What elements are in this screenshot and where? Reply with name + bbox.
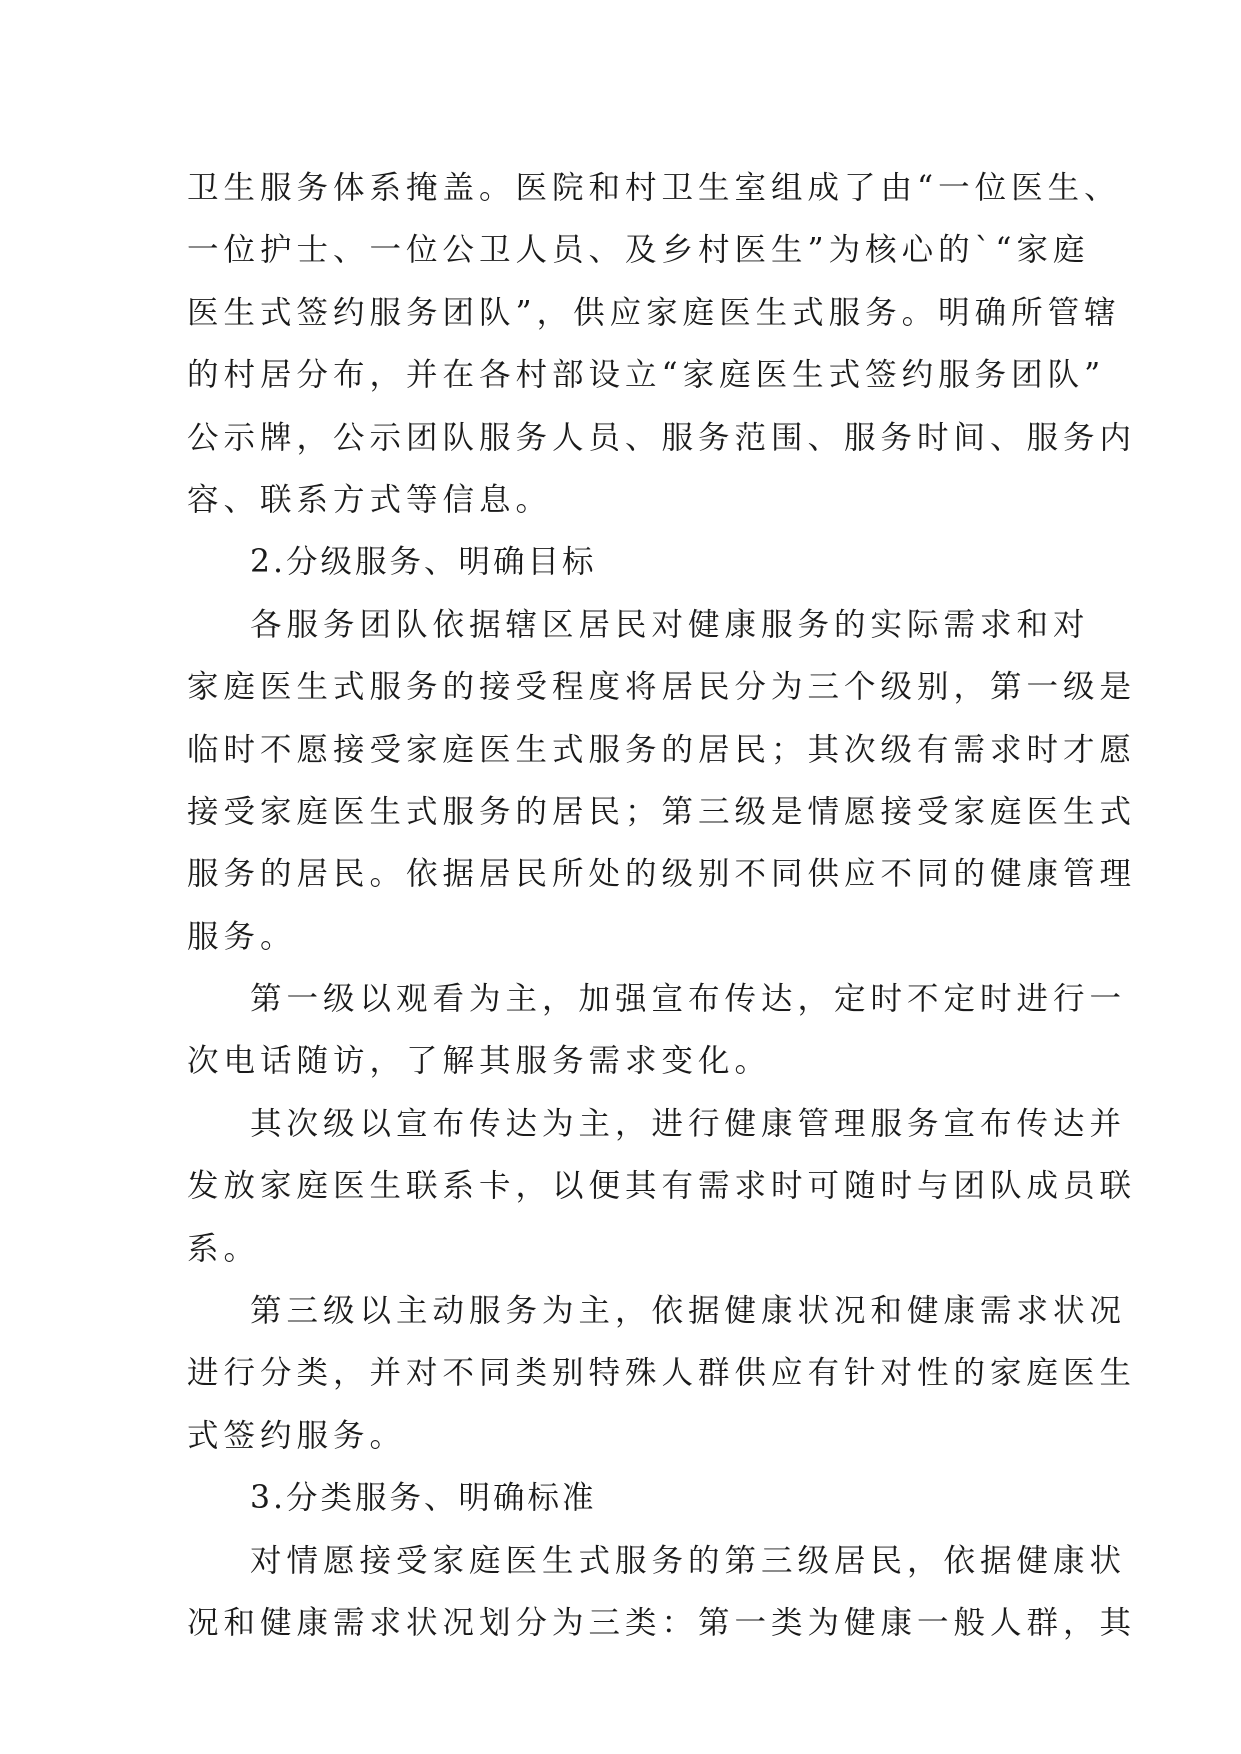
text-line: 第三级以主动服务为主，依据健康状况和健康需求状况 [250, 1293, 1127, 1330]
text-line: 家庭医生式服务的接受程度将居民分为三个级别，第一级是 [187, 669, 1137, 706]
text-line: 服务的居民。依据居民所处的级别不同供应不同的健康管理 [187, 856, 1137, 893]
text-line: 式签约服务。 [187, 1417, 407, 1454]
text-line: 次电话随访，了解其服务需求变化。 [187, 1043, 772, 1080]
text-line: 卫生服务体系掩盖。医院和村卫生室组成了由“一位医生、 [187, 170, 1121, 206]
text-line: 对情愿接受家庭医生式服务的第三级居民，依据健康状 [250, 1542, 1127, 1579]
text-line: 系。 [187, 1230, 261, 1267]
section-heading: 3.分类服务、明确标准 [250, 1480, 597, 1517]
text-line: 公示牌，公示团队服务人员、服务范围、服务时间、服务内 [187, 419, 1137, 456]
text-line: 接受家庭医生式服务的居民；第三级是情愿接受家庭医生式 [187, 793, 1137, 830]
text-line: 第一级以观看为主，加强宣布传达，定时不定时进行一 [250, 981, 1127, 1018]
text-line: 容、联系方式等信息。 [187, 481, 553, 518]
text-line: 临时不愿接受家庭医生式服务的居民；其次级有需求时才愿 [187, 731, 1137, 768]
text-line: 服务。 [187, 918, 297, 955]
text-line: 发放家庭医生联系卡，以便其有需求时可随时与团队成员联 [187, 1168, 1137, 1205]
text-line: 的村居分布，并在各村部设立“家庭医生式签约服务团队” [187, 357, 1106, 394]
section-heading: 2.分级服务、明确目标 [250, 544, 597, 581]
text-line: 一位护士、一位公卫人员、及乡村医生”为核心的`“家庭 [187, 232, 1090, 269]
document-body [187, 157, 1137, 1654]
text-line: 其次级以宣布传达为主，进行健康管理服务宣布传达并 [250, 1105, 1127, 1142]
text-line: 医生式签约服务团队”，供应家庭医生式服务。明确所管辖 [187, 294, 1121, 331]
text-line: 进行分类，并对不同类别特殊人群供应有针对性的家庭医生 [187, 1355, 1137, 1392]
text-line: 况和健康需求状况划分为三类：第一类为健康一般人群，其 [187, 1604, 1137, 1641]
text-line: 各服务团队依据辖区居民对健康服务的实际需求和对 [250, 606, 1090, 643]
